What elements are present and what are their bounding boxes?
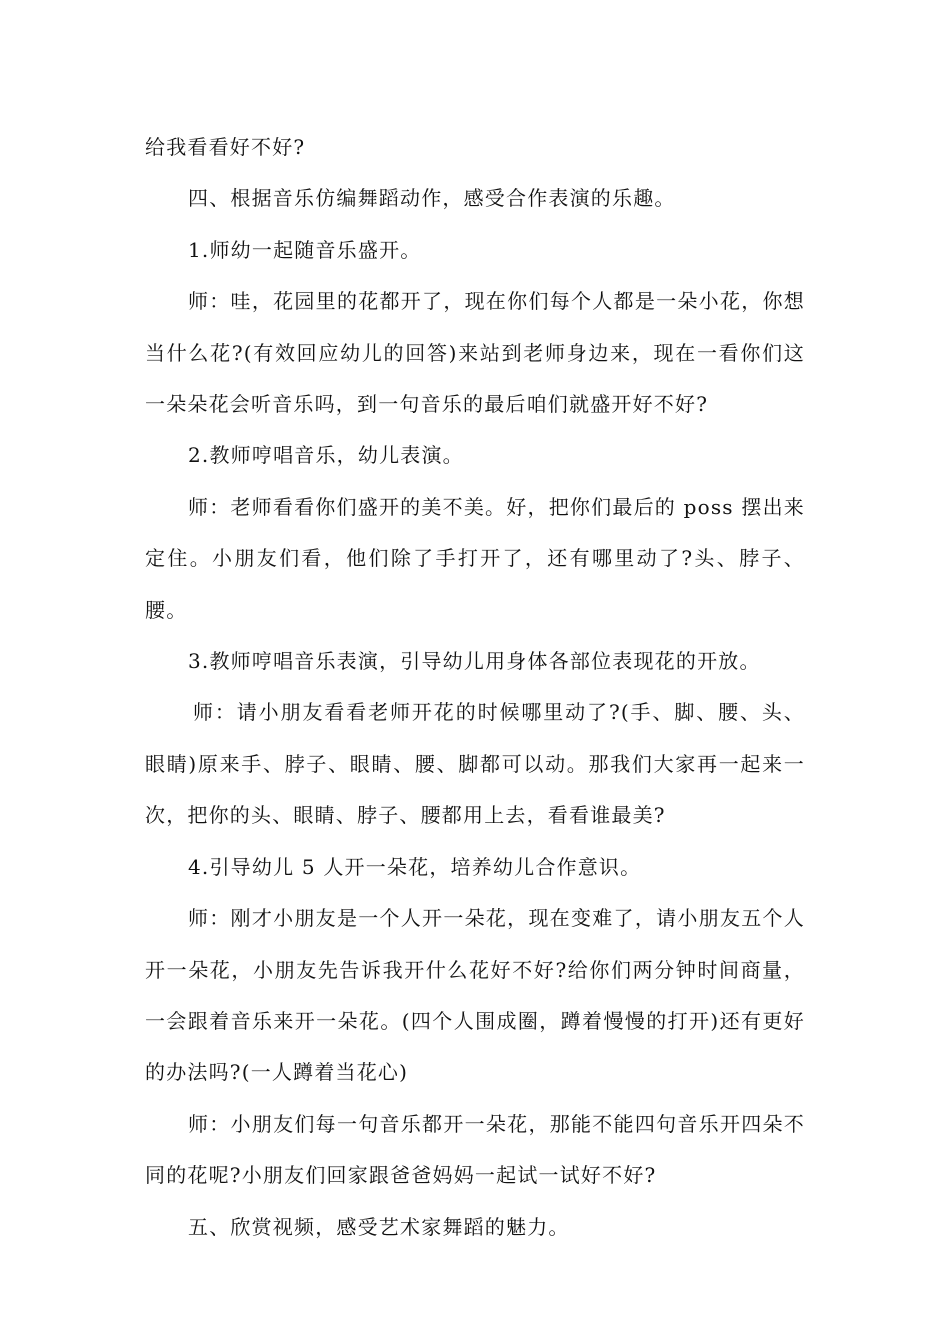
section-heading-four: 四、根据音乐仿编舞蹈动作，感受合作表演的乐趣。 <box>188 186 676 211</box>
document-body <box>145 122 805 1253</box>
teacher-dialogue-4: 师：刚才小朋友是一个人开一朵花，现在变难了，请小朋友五个人开一朵花，小朋友先告诉我开什么花好不好?给你们两分钟时间商量，一会跟着音乐来开一朵花。(四个人围成圈，蹲着慢慢的打开)还有更好的办法吗?(一人蹲着当花心) <box>145 906 805 1085</box>
section-heading-five: 五、欣赏视频，感受艺术家舞蹈的魅力。 <box>188 1214 570 1239</box>
paragraph-continuation: 给我看看好不好? <box>145 135 306 159</box>
step-heading-1: 1.师幼一起随音乐盛开。 <box>188 237 422 262</box>
step-heading-2: 2.教师哼唱音乐，幼儿表演。 <box>188 443 464 468</box>
teacher-dialogue-5: 师：小朋友们每一句音乐都开一朵花，那能不能四句音乐开四朵不同的花呢?小朋友们回家跟爸爸妈妈一起试一试好不好? <box>145 1111 805 1188</box>
teacher-dialogue-2: 师：老师看看你们盛开的美不美。好，把你们最后的 poss 摆出来定住。小朋友们看，他们除了手打开了，还有哪里动了?头、脖子、腰。 <box>145 494 805 622</box>
teacher-dialogue-1: 师：哇，花园里的花都开了，现在你们每个人都是一朵小花，你想当什么花?(有效回应幼儿的回答)来站到老师身边来，现在一看你们这一朵朵花会听音乐吗，到一句音乐的最后咱们就盛开好不好? <box>145 289 805 417</box>
step-heading-3: 3.教师哼唱音乐表演，引导幼儿用身体各部位表现花的开放。 <box>188 649 761 674</box>
teacher-dialogue-3: 师：请小朋友看看老师开花的时候哪里动了?(手、脚、腰、头、眼睛)原来手、脖子、眼睛、腰、脚都可以动。那我们大家再一起来一次，把你的头、眼睛、脖子、腰都用上去，看看谁最美? <box>145 700 805 828</box>
step-heading-4: 4.引导幼儿 5 人开一朵花，培养幼儿合作意识。 <box>188 854 642 879</box>
